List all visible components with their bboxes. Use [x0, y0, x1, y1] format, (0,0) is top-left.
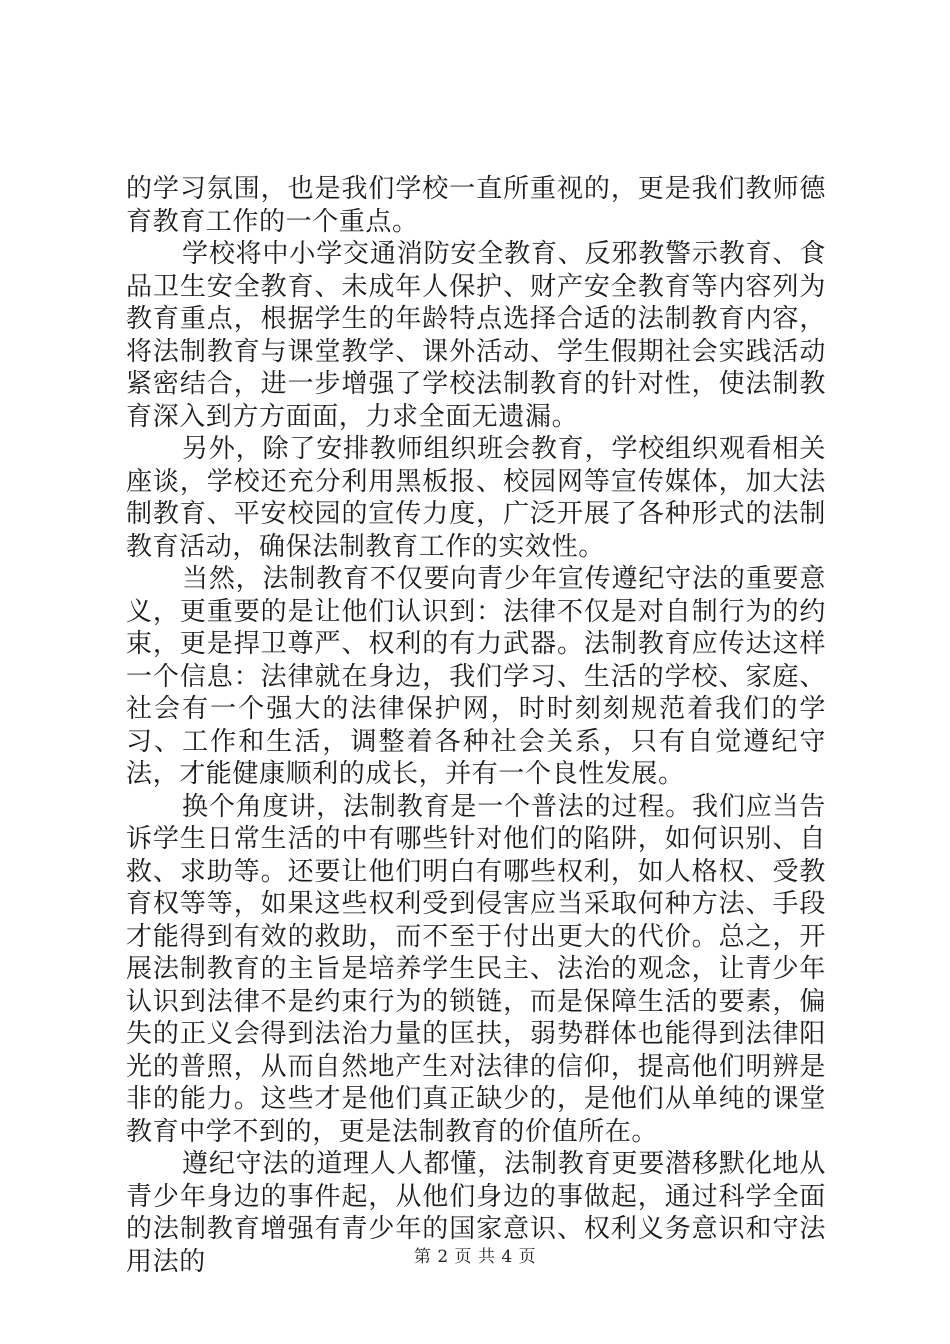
document-body	[126, 173, 826, 1278]
page-number-footer: 第 2 页 共 4 页	[413, 1247, 537, 1267]
paragraph-continued: 的学习氛围，也是我们学校一直所重视的，更是我们教师德育教育工作的一个重点。	[126, 174, 826, 237]
paragraph: 遵纪守法的道理人人都懂，法制教育更要潜移默化地从青少年身边的事件起，从他们身边的事做起，通过科学全面的法制教育增强有青少年的国家意识、权利义务意识和守法用法的	[126, 1149, 826, 1277]
paragraph: 学校将中小学交通消防安全教育、反邪教警示教育、食品卫生安全教育、未成年人保护、财产安全教育等内容列为教育重点，根据学生的年龄特点选择合适的法制教育内容，将法制教育与课堂教学、课外活动、学生假期社会实践活动紧密结合，进一步增强了学校法制教育的针对性，使法制教育深入到方方面面，力求全面无遗漏。	[126, 239, 826, 432]
paragraph: 当然，法制教育不仅要向青少年宣传遵纪守法的重要意义，更重要的是让他们认识到：法律不仅是对自制行为的约束，更是捍卫尊严、权利的有力武器。法制教育应传达这样一个信息：法律就在身边，我们学习、生活的学校、家庭、社会有一个强大的法律保护网，时时刻刻规范着我们的学习、工作和生活，调整着各种社会关系，只有自觉遵纪守法，才能健康顺利的成长，并有一个良性发展。	[126, 564, 826, 789]
paragraph: 换个角度讲，法制教育是一个普法的过程。我们应当告诉学生日常生活的中有哪些针对他们的陷阱，如何识别、自救、求助等。还要让他们明白有哪些权利，如人格权、受教育权等等，如果这些权利受到侵害应当采取何种方法、手段才能得到有效的救助，而不至于付出更大的代价。总之，开展法制教育的主旨是培养学生民主、法治的观念，让青少年认识到法律不是约束行为的锁链，而是保障生活的要素，偏失的正义会得到法治力量的匡扶，弱势群体也能得到法律阳光的普照，从而自然地产生对法律的信仰，提高他们明辨是非的能力。这些才是他们真正缺少的，是他们从单纯的课堂教育中学不到的，更是法制教育的价值所在。	[126, 791, 826, 1147]
paragraph: 另外，除了安排教师组织班会教育，学校组织观看相关座谈，学校还充分利用黑板报、校园网等宣传媒体，加大法制教育、平安校园的宣传力度，广泛开展了各种形式的法制教育活动，确保法制教育工作的实效性。	[126, 434, 826, 562]
